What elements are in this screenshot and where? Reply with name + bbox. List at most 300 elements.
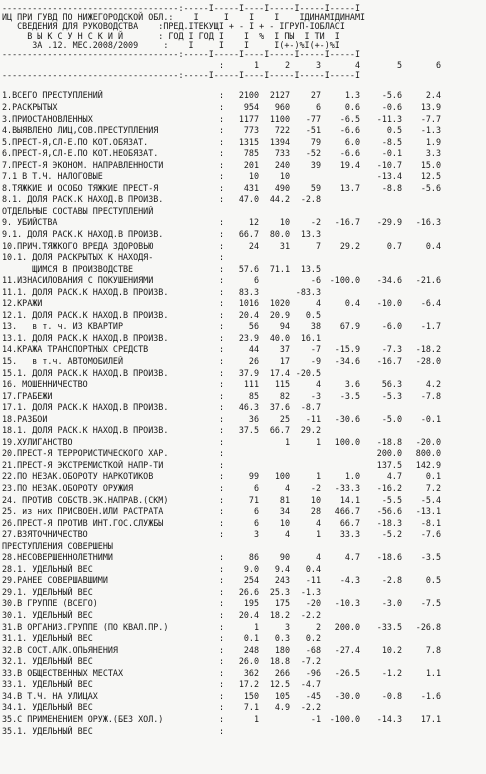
- cell-col-2: 37: [279, 344, 290, 355]
- cell-col-1: 0.1: [243, 633, 259, 644]
- cell-col-5: -0.6: [381, 101, 402, 112]
- cell-col-1: 1016: [238, 298, 259, 309]
- cell-col-4: 66.7: [339, 517, 360, 528]
- cell-col-4: -16.7: [334, 217, 360, 228]
- cell-col-2: 733: [274, 148, 290, 159]
- cell-col-1: 6: [253, 506, 259, 517]
- table-row: 31.1. УДЕЛЬНЫЙ ВЕС : 0.1 0.3 0.2: [2, 633, 321, 644]
- cell-col-4: 4.7: [344, 552, 360, 563]
- cell-col-5: -13.4: [376, 171, 402, 182]
- table-row: 15.1. ДОЛЯ РАСК.К НАХОД.В ПРОИЗВ. : 37.9 17.4 -20.5: [2, 367, 321, 378]
- table-row: 34.В Т.Ч. НА УЛИЦАХ : 150 105 -45 -30.0 -0.8 -1.6: [2, 690, 441, 701]
- row-label: 17.1. ДОЛЯ РАСК.К НАХОД.В ПРОИЗВ.: [2, 402, 169, 413]
- cell-col-1: 6: [253, 483, 259, 494]
- cell-col-5: 10.2: [381, 644, 402, 655]
- header-rule: -----------------------------------:-----I-----I----I-----I-----I-----I: [2, 49, 360, 60]
- cell-col-1: 9.0: [243, 563, 259, 574]
- cell-col-3: 10: [310, 494, 321, 505]
- row-label: 8.ТЯЖКИЕ И ОСОБО ТЯЖКИЕ ПРЕСТ-Я: [2, 182, 159, 193]
- cell-col-1: 1: [253, 713, 259, 724]
- row-label: 22.ПО НЕЗАК.ОБОРОТУ НАРКОТИКОВ: [2, 471, 154, 482]
- cell-col-1: 6: [253, 517, 259, 528]
- table-row: 8.1. ДОЛЯ РАСК.К НАХОД.В ПРОИЗВ. : 47.0 44.2 -2.8: [2, 194, 321, 205]
- table-row: 28.НЕСОВЕРШЕННОЛЕТНИМИ : 86 90 4 4.7 -18.6 -3.5: [2, 552, 441, 563]
- table-row: 32.1. УДЕЛЬНЫЙ ВЕС : 26.0 18.8 -7.2: [2, 656, 321, 667]
- cell-col-2: 10: [279, 217, 290, 228]
- table-row: 11.1. ДОЛЯ РАСК.К НАХОД.В ПРОИЗВ. : 83.3 -83.3: [2, 286, 321, 297]
- cell-col-2: 3: [284, 621, 290, 632]
- row-label: 35.С ПРИМЕНЕНИЕМ ОРУЖ.(БЕЗ ХОЛ.): [2, 713, 164, 724]
- cell-col-3: -6: [310, 275, 321, 286]
- table-row: 33.1. УДЕЛЬНЫЙ ВЕС : 17.2 12.5 -4.7: [2, 679, 321, 690]
- cell-col-2: 17: [279, 356, 290, 366]
- cell-col-3: -2.2: [300, 702, 321, 713]
- cell-col-1: 10: [248, 171, 259, 182]
- cell-col-1: 17.2: [238, 679, 259, 690]
- cell-col-3: -52: [305, 148, 321, 159]
- col-number-5: 5: [396, 60, 402, 71]
- cell-col-6: 0.4: [425, 240, 441, 251]
- cell-col-5: 200.0: [376, 448, 402, 459]
- cell-col-5: -8.8: [381, 182, 402, 193]
- cell-col-6: 3.3: [425, 148, 441, 159]
- cell-col-4: 67.9: [339, 321, 360, 332]
- cell-col-3: -2.2: [300, 610, 321, 621]
- cell-col-1: 85: [248, 390, 259, 401]
- cell-col-3: 1: [315, 471, 321, 482]
- row-label: 7.1 В Т.Ч. НАЛОГОВЫЕ: [2, 171, 103, 182]
- cell-col-3: 1: [315, 436, 321, 447]
- cell-col-3: -2.8: [300, 194, 321, 205]
- row-label: 2.РАСКРЫТЫХ: [2, 101, 58, 112]
- columns-rule: -----------------------------------:-----I-----I----I-----I-----I-----I: [2, 70, 360, 81]
- row-label: 28.1. УДЕЛЬНЫЙ ВЕС: [2, 563, 93, 574]
- table-row: 17.1. ДОЛЯ РАСК.К НАХОД.В ПРОИЗВ. : 46.3 37.6 -8.7: [2, 402, 321, 413]
- section-heading-row: [2, 541, 484, 553]
- table-row: 10.ПРИЧ.ТЯЖКОГО ВРЕДА ЗДОРОВЬЮ : 24 31 7 29.2 0.7 0.4: [2, 240, 441, 251]
- cell-col-5: -0.8: [381, 690, 402, 701]
- cell-col-3: 6: [315, 101, 321, 112]
- table-row: 29.РАНЕЕ СОВЕРШАВШИМИ : 254 243 -11 -4.3 -2.8 0.5: [2, 575, 441, 586]
- table-row: 23.ПО НЕЗАК.ОБОРОТУ ОРУЖИЯ : 6 4 -2 -33.3 -16.2 7.2: [2, 483, 441, 494]
- cell-col-2: 18.2: [269, 610, 290, 621]
- cell-col-4: 1.3: [344, 90, 360, 101]
- cell-col-1: 23.9: [238, 332, 259, 343]
- cell-col-1: 46.3: [238, 402, 259, 413]
- cell-col-2: 115: [274, 379, 290, 390]
- col-number-2: 2: [284, 60, 290, 71]
- cell-col-2: 34: [279, 506, 290, 517]
- header-line-1: ИЦ ПРИ ГУВД ПО НИЖЕГОРОДСКОЙ ОБЛ.: I I I I IДИНАМIДИНАМI: [2, 12, 366, 23]
- table-row: 9. УБИЙСТВА : 12 10 -2 -16.7 -29.9 -16.3: [2, 217, 441, 228]
- cell-col-4: -26.5: [334, 667, 360, 678]
- cell-col-6: 17.1: [420, 713, 441, 724]
- cell-col-3: 7: [315, 240, 321, 251]
- table-row: 15. в т.ч. АВТОМОБИЛЕЙ : 26 17 -9 -34.6 -16.7 -28.0: [2, 356, 441, 366]
- cell-col-2: 490: [274, 182, 290, 193]
- col-number-6: 6: [435, 60, 441, 71]
- cell-col-3: 0.2: [305, 633, 321, 644]
- header-line-4: ЗА .12. МЕС.2008/2009 : I I I I(+-)%I(+-)%I: [2, 39, 340, 50]
- cell-col-3: -1: [310, 713, 321, 724]
- cell-col-6: -7.8: [420, 390, 441, 401]
- table-row: 33.В ОБЩЕСТВЕННЫХ МЕСТАХ : 362 266 -96 -26.5 -1.2 1.1: [2, 667, 441, 678]
- cell-col-2: 66.7: [269, 425, 290, 436]
- cell-col-3: 4: [315, 552, 321, 563]
- cell-col-6: 15.0: [420, 159, 441, 170]
- cell-col-2: 2127: [269, 90, 290, 101]
- row-label: 19.ХУЛИГАНСТВО: [2, 436, 73, 447]
- row-label: 32.1. УДЕЛЬНЫЙ ВЕС: [2, 656, 93, 667]
- cell-col-4: -6.5: [339, 113, 360, 124]
- row-label: 10.ПРИЧ.ТЯЖКОГО ВРЕДА ЗДОРОВЬЮ: [2, 240, 154, 251]
- cell-col-1: 111: [243, 379, 259, 390]
- table-row: 25. из них ПРИСВОЕН.ИЛИ РАСТРАТА : 6 34 28 466.7 -56.6 -13.1: [2, 506, 441, 517]
- header-line-2: СВЕДЕНИЯ ДЛЯ РУКОВОДСТВА :ПРЕД.IТЕКУЩI + - I + - IГРУП-IОБЛАСI: [2, 21, 345, 32]
- cell-col-5: -6.0: [381, 321, 402, 332]
- table-row: 7.1 В Т.Ч. НАЛОГОВЫЕ : 10 10 -13.4 12.5: [2, 171, 441, 182]
- row-label: 29.РАНЕЕ СОВЕРШАВШИМИ: [2, 575, 108, 586]
- cell-col-5: -10.7: [376, 159, 402, 170]
- cell-col-4: 466.7: [334, 506, 360, 517]
- cell-col-2: 240: [274, 159, 290, 170]
- cell-col-4: 100.0: [334, 436, 360, 447]
- header-line-3: В Ы К С У Н С К И Й : ГОД I ГОД I I % I ПЫ I ТИ I: [2, 30, 340, 41]
- cell-col-1: 24: [248, 240, 259, 251]
- cell-col-4: 6.0: [344, 136, 360, 147]
- row-label: 29.1. УДЕЛЬНЫЙ ВЕС: [2, 586, 93, 597]
- cell-col-1: 6: [253, 275, 259, 286]
- cell-col-2: 4: [284, 483, 290, 494]
- table-row: 26.ПРЕСТ-Я ПРОТИВ ИНТ.ГОС.СЛУЖБЫ : 6 10 4 66.7 -18.3 -8.1: [2, 517, 441, 528]
- cell-col-6: -8.1: [420, 517, 441, 528]
- row-label: 17.ГРАБЕЖИ: [2, 390, 53, 401]
- row-label: 11.ИЗНАСИЛОВАНИЯ С ПОКУШЕНИЯМИ: [2, 275, 154, 286]
- cell-col-5: -8.5: [381, 136, 402, 147]
- row-label: 27.ВЗЯТОЧНИЧЕСТВО: [2, 529, 88, 540]
- cell-col-1: 201: [243, 159, 259, 170]
- row-label: 31.В ОРГАНИЗ.ГРУППЕ (ПО КВАЛ.ПР.): [2, 621, 169, 632]
- cell-col-3: -96: [305, 667, 321, 678]
- cell-col-4: -15.9: [334, 344, 360, 355]
- cell-col-5: -5.5: [381, 494, 402, 505]
- table-row: 18.РАЗБОИ : 36 25 -11 -30.6 -5.0 -0.1: [2, 413, 441, 424]
- cell-col-3: -45: [305, 690, 321, 701]
- table-row: 29.1. УДЕЛЬНЫЙ ВЕС : 26.6 25.3 -1.3: [2, 586, 321, 597]
- cell-col-1: 47.0: [238, 194, 259, 205]
- cell-col-6: -18.2: [415, 344, 441, 355]
- cell-col-2: 81: [279, 494, 290, 505]
- table-row: 7.ПРЕСТ-Я ЭКОНОМ. НАПРАВЛЕННОСТИ : 201 240 39 19.4 -10.7 15.0: [2, 159, 441, 170]
- table-row: 35.С ПРИМЕНЕНИЕМ ОРУЖ.(БЕЗ ХОЛ.) : 1 -1 -100.0 -14.3 17.1: [2, 713, 441, 724]
- table-row: 16. МОШЕННИЧЕСТВО : 111 115 4 3.6 56.3 4.2: [2, 379, 441, 390]
- table-row: 13.1. ДОЛЯ РАСК.К НАХОД.В ПРОИЗВ. : 23.9 40.0 16.1: [2, 332, 321, 343]
- cell-col-3: 79: [310, 136, 321, 147]
- cell-col-3: -7: [310, 344, 321, 355]
- cell-col-6: -7.5: [420, 598, 441, 609]
- row-label: 15. в т.ч. АВТОМОБИЛЕЙ: [2, 356, 124, 366]
- row-label: 20.ПРЕСТ-Я ТЕРРОРИСТИЧЕСКОГО ХАР.: [2, 448, 169, 459]
- cell-col-1: 71: [248, 494, 259, 505]
- cell-col-6: 2.4: [425, 90, 441, 101]
- cell-col-6: -21.6: [415, 275, 441, 286]
- cell-col-4: 29.2: [339, 240, 360, 251]
- table-row: 13. в т. ч. ИЗ КВАРТИР : 56 94 38 67.9 -6.0 -1.7: [2, 321, 441, 332]
- cell-col-2: 105: [274, 690, 290, 701]
- row-label: 1.ВСЕГО ПРЕСТУПЛЕНИЙ: [2, 90, 103, 101]
- row-label: 3.ПРИОСТАНОВЛЕННЫХ: [2, 113, 93, 124]
- table-row: 14.КРАЖА ТРАНСПОРТНЫХ СРЕДСТВ : 44 37 -7 -15.9 -7.3 -18.2: [2, 344, 441, 355]
- cell-col-2: 1394: [269, 136, 290, 147]
- cell-col-2: 960: [274, 101, 290, 112]
- table-row: 20.ПРЕСТ-Я ТЕРРОРИСТИЧЕСКОГО ХАР. : 200.0 800.0: [2, 448, 441, 459]
- row-label: ЩИМСЯ В ПРОИЗВОДСТВЕ: [2, 263, 134, 274]
- row-label: 31.1. УДЕЛЬНЫЙ ВЕС: [2, 633, 93, 644]
- cell-col-3: 59: [310, 182, 321, 193]
- row-label: 33.В ОБЩЕСТВЕННЫХ МЕСТАХ: [2, 667, 124, 678]
- section-heading: ОТДЕЛЬНЫЕ СОСТАВЫ ПРЕСТУПЛЕНИЙ: [2, 205, 154, 216]
- row-label: 13.1. ДОЛЯ РАСК.К НАХОД.В ПРОИЗВ.: [2, 332, 169, 343]
- row-label: 28.НЕСОВЕРШЕННОЛЕТНИМИ: [2, 552, 113, 563]
- cell-col-5: -16.2: [376, 483, 402, 494]
- cell-col-1: 37.5: [238, 425, 259, 436]
- row-label: 12.1. ДОЛЯ РАСК.К НАХОД.В ПРОИЗВ.: [2, 309, 169, 320]
- cell-col-4: 33.3: [339, 529, 360, 540]
- cell-col-5: -14.3: [376, 713, 402, 724]
- cell-col-5: -5.2: [381, 529, 402, 540]
- cell-col-1: 26.6: [238, 586, 259, 597]
- row-label: 4.ВЫЯВЛЕНО ЛИЦ,СОВ.ПРЕСТУПЛЕНИЯ: [2, 125, 159, 136]
- row-label: 21.ПРЕСТ-Я ЭКСТРЕМИСТКОЙ НАПР-ТИ: [2, 459, 164, 470]
- cell-col-4: -10.3: [334, 598, 360, 609]
- cell-col-3: -11: [305, 413, 321, 424]
- cell-col-4: -100.0: [329, 275, 360, 286]
- cell-col-1: 83.3: [238, 286, 259, 297]
- cell-col-1: 36: [248, 413, 259, 424]
- cell-col-5: -34.6: [376, 275, 402, 286]
- cell-col-2: 82: [279, 390, 290, 401]
- cell-col-6: -5.4: [420, 494, 441, 505]
- row-label: 25. из них ПРИСВОЕН.ИЛИ РАСТРАТА: [2, 506, 164, 517]
- cell-col-2: 722: [274, 125, 290, 136]
- cell-col-2: 20.9: [269, 309, 290, 320]
- cell-col-6: 7.2: [425, 483, 441, 494]
- cell-col-6: 1.9: [425, 136, 441, 147]
- cell-col-1: 26: [248, 356, 259, 366]
- cell-col-3: -8.7: [300, 402, 321, 413]
- table-row: 2.РАСКРЫТЫХ : 954 960 6 0.6 -0.6 13.9: [2, 101, 441, 112]
- row-label: 11.1. ДОЛЯ РАСК.К НАХОД.В ПРОИЗВ.: [2, 286, 169, 297]
- cell-col-3: 39: [310, 159, 321, 170]
- cell-col-5: -33.5: [376, 621, 402, 632]
- table-row: 21.ПРЕСТ-Я ЭКСТРЕМИСТКОЙ НАПР-ТИ : 137.5 142.9: [2, 459, 441, 470]
- table-row: 24. ПРОТИВ СОБСТВ.ЭК.НАПРАВ.(СКМ) : 71 81 10 14.1 -5.5 -5.4: [2, 494, 441, 505]
- row-label: 18.РАЗБОИ: [2, 413, 48, 424]
- cell-col-1: 7.1: [243, 702, 259, 713]
- cell-col-2: 1: [284, 436, 290, 447]
- cell-col-2: 1020: [269, 298, 290, 309]
- cell-col-6: -7.6: [420, 529, 441, 540]
- cell-col-5: -18.8: [376, 436, 402, 447]
- cell-col-5: -18.6: [376, 552, 402, 563]
- cell-col-3: 1: [315, 529, 321, 540]
- cell-col-5: 0.7: [386, 240, 402, 251]
- cell-col-1: 1315: [238, 136, 259, 147]
- cell-col-4: -30.0: [334, 690, 360, 701]
- col-number-3: 3: [315, 60, 321, 71]
- cell-col-2: 37.6: [269, 402, 290, 413]
- cell-col-6: -6.4: [420, 298, 441, 309]
- cell-col-3: -2: [310, 483, 321, 494]
- cell-col-2: 10: [279, 171, 290, 182]
- cell-col-6: -16.3: [415, 217, 441, 228]
- cell-col-3: -3: [310, 390, 321, 401]
- row-label: 6.ПРЕСТ-Я,СЛ-Е.ПО КОТ.НЕОБЯЗАТ.: [2, 148, 159, 159]
- cell-col-2: 266: [274, 667, 290, 678]
- row-label: 14.КРАЖА ТРАНСПОРТНЫХ СРЕДСТВ: [2, 344, 149, 355]
- cell-col-5: -56.6: [376, 506, 402, 517]
- cell-col-1: 99: [248, 471, 259, 482]
- column-numbers-row: : 1 2 3 4 5 6: [218, 60, 441, 71]
- cell-col-5: -10.0: [376, 298, 402, 309]
- cell-col-3: 28: [310, 506, 321, 517]
- row-label: 13. в т. ч. ИЗ КВАРТИР: [2, 321, 124, 332]
- table-row: 1.ВСЕГО ПРЕСТУПЛЕНИЙ : 2100 2127 27 1.3 -5.6 2.4: [2, 90, 441, 101]
- cell-col-6: 7.8: [425, 644, 441, 655]
- table-row: 8.ТЯЖКИЕ И ОСОБО ТЯЖКИЕ ПРЕСТ-Я : 431 490 59 13.7 -8.8 -5.6: [2, 182, 441, 193]
- cell-col-3: 4: [315, 298, 321, 309]
- table-row: 27.ВЗЯТОЧНИЧЕСТВО : 3 4 1 33.3 -5.2 -7.6: [2, 529, 441, 540]
- cell-col-2: 31: [279, 240, 290, 251]
- cell-col-3: 0.4: [305, 563, 321, 574]
- row-label: 7.ПРЕСТ-Я ЭКОНОМ. НАПРАВЛЕННОСТИ: [2, 159, 164, 170]
- cell-col-2: 71.1: [269, 263, 290, 274]
- cell-col-3: -51: [305, 125, 321, 136]
- cell-col-2: 4.9: [274, 702, 290, 713]
- cell-col-3: -4.7: [300, 679, 321, 690]
- row-label: 9.1. ДОЛЯ РАСК.К НАХОД.В ПРОИЗВ.: [2, 228, 164, 239]
- row-label: 33.1. УДЕЛЬНЫЙ ВЕС: [2, 679, 93, 690]
- row-label: 34.1. УДЕЛЬНЫЙ ВЕС: [2, 702, 93, 713]
- cell-col-5: -3.0: [381, 598, 402, 609]
- cell-col-5: -0.1: [381, 148, 402, 159]
- cell-col-1: 195: [243, 598, 259, 609]
- cell-col-6: -7.7: [420, 113, 441, 124]
- section-heading: ПРЕСТУПЛЕНИЯ СОВЕРШЕНЫ: [2, 540, 113, 551]
- cell-col-6: 4.2: [425, 379, 441, 390]
- cell-col-5: -7.3: [381, 344, 402, 355]
- cell-col-1: 26.0: [238, 656, 259, 667]
- cell-col-3: 29.2: [300, 425, 321, 436]
- row-label: 15.1. ДОЛЯ РАСК.К НАХОД.В ПРОИЗВ.: [2, 367, 169, 378]
- cell-col-1: 362: [243, 667, 259, 678]
- cell-col-4: 13.7: [339, 182, 360, 193]
- cell-col-5: -5.6: [381, 90, 402, 101]
- table-row: 30.В ГРУППЕ (ВСЕГО) : 195 175 -20 -10.3 -3.0 -7.5: [2, 598, 441, 609]
- row-label: 9. УБИЙСТВА: [2, 217, 58, 228]
- cell-col-3: 27: [310, 90, 321, 101]
- cell-col-6: -3.5: [420, 552, 441, 563]
- cell-col-3: -11: [305, 575, 321, 586]
- cell-col-1: 20.4: [238, 309, 259, 320]
- cell-col-1: 20.4: [238, 610, 259, 621]
- row-label: 18.1. ДОЛЯ РАСК.К НАХОД.В ПРОИЗВ.: [2, 425, 169, 436]
- cell-col-3: 2: [315, 621, 321, 632]
- cell-col-1: 57.6: [238, 263, 259, 274]
- cell-col-3: -9: [310, 356, 321, 366]
- cell-col-1: 773: [243, 125, 259, 136]
- cell-col-4: 200.0: [334, 621, 360, 632]
- cell-col-5: -29.9: [376, 217, 402, 228]
- cell-col-2: 25: [279, 413, 290, 424]
- table-row: 30.1. УДЕЛЬНЫЙ ВЕС : 20.4 18.2 -2.2: [2, 610, 321, 621]
- row-label: 26.ПРЕСТ-Я ПРОТИВ ИНТ.ГОС.СЛУЖБЫ: [2, 517, 164, 528]
- cell-col-4: 3.6: [344, 379, 360, 390]
- cell-col-4: -100.0: [329, 713, 360, 724]
- cell-col-1: 37.9: [238, 367, 259, 378]
- table-row: ЩИМСЯ В ПРОИЗВОДСТВЕ : 57.6 71.1 13.5: [2, 263, 321, 274]
- cell-col-4: 14.1: [339, 494, 360, 505]
- cell-col-2: 180: [274, 644, 290, 655]
- cell-col-2: 1100: [269, 113, 290, 124]
- cell-col-2: 80.0: [269, 228, 290, 239]
- cell-col-1: 66.7: [238, 228, 259, 239]
- table-row: 34.1. УДЕЛЬНЫЙ ВЕС : 7.1 4.9 -2.2: [2, 702, 321, 713]
- cell-col-3: 4: [315, 379, 321, 390]
- cell-col-5: 137.5: [376, 459, 402, 470]
- table-row: 9.1. ДОЛЯ РАСК.К НАХОД.В ПРОИЗВ. : 66.7 80.0 13.3: [2, 228, 321, 239]
- cell-col-3: -83.3: [295, 286, 321, 297]
- report-header: [2, 13, 484, 50]
- cell-col-1: 248: [243, 644, 259, 655]
- row-label: 10.1. ДОЛЯ РАСКРЫТЫХ К НАХОДЯ-: [2, 252, 154, 263]
- cell-col-3: -1.3: [300, 586, 321, 597]
- cell-col-3: -2: [310, 217, 321, 228]
- col-number-4: 4: [354, 60, 360, 71]
- row-label: 30.В ГРУППЕ (ВСЕГО): [2, 598, 98, 609]
- cell-col-3: 13.3: [300, 228, 321, 239]
- row-label: 16. МОШЕННИЧЕСТВО: [2, 379, 88, 390]
- cell-col-6: 12.5: [420, 171, 441, 182]
- cell-col-6: -13.1: [415, 506, 441, 517]
- cell-col-5: -2.8: [381, 575, 402, 586]
- cell-col-6: 13.9: [420, 101, 441, 112]
- cell-col-1: 150: [243, 690, 259, 701]
- cell-col-2: 90: [279, 552, 290, 563]
- cell-col-1: 785: [243, 148, 259, 159]
- cell-col-5: 56.3: [381, 379, 402, 390]
- table-row: 31.В ОРГАНИЗ.ГРУППЕ (ПО КВАЛ.ПР.) : 1 3 2 200.0 -33.5 -26.8: [2, 621, 441, 632]
- cell-col-4: -6.6: [339, 148, 360, 159]
- cell-col-1: 86: [248, 552, 259, 563]
- cell-col-2: 4: [284, 529, 290, 540]
- cell-col-3: -77: [305, 113, 321, 124]
- cell-col-4: -4.3: [339, 575, 360, 586]
- cell-col-5: 0.5: [386, 125, 402, 136]
- table-row: 12.КРАЖИ : 1016 1020 4 0.4 -10.0 -6.4: [2, 298, 441, 309]
- table-row: 35.1. УДЕЛЬНЫЙ ВЕС :: [2, 725, 225, 736]
- cell-col-1: 254: [243, 575, 259, 586]
- cell-col-2: 44.2: [269, 194, 290, 205]
- cell-col-5: -16.7: [376, 356, 402, 366]
- cell-col-4: -27.4: [334, 644, 360, 655]
- cell-col-3: 4: [315, 517, 321, 528]
- table-row: 6.ПРЕСТ-Я,СЛ-Е.ПО КОТ.НЕОБЯЗАТ. : 785 733 -52 -6.6 -0.1 3.3: [2, 148, 441, 159]
- section-heading-row: [2, 206, 484, 218]
- table-row: 12.1. ДОЛЯ РАСК.К НАХОД.В ПРОИЗВ. : 20.4 20.9 0.5: [2, 309, 321, 320]
- cell-col-6: 0.5: [425, 575, 441, 586]
- cell-col-5: -1.2: [381, 667, 402, 678]
